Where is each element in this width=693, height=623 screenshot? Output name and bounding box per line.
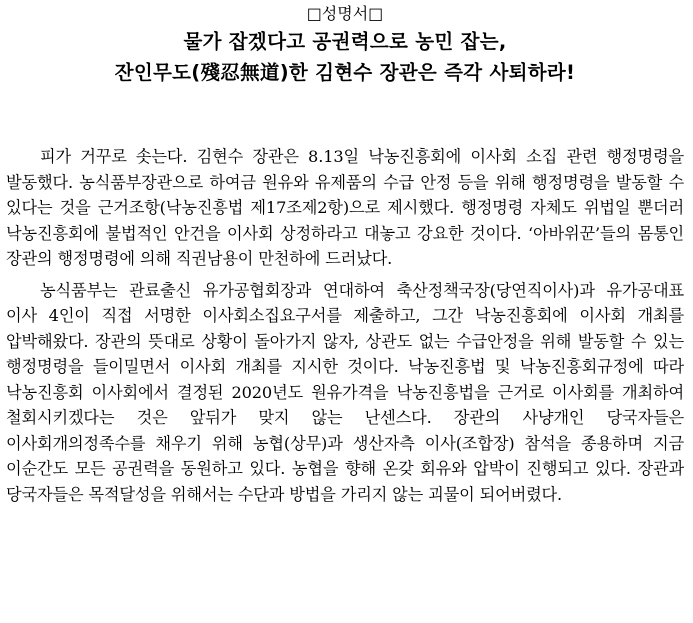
title-line-1: 물가 잡겠다고 공권력으로 농민 잡는, bbox=[183, 30, 507, 53]
document-type-label: □성명서□ bbox=[306, 4, 384, 23]
title-block bbox=[6, 26, 684, 88]
paragraph-2: 농식품부는 관료출신 유가공협회장과 연대하여 축산정책국장(당연직이사)과 유가공대표 이사 4인이 직접 서명한 이사회소집요구서를 제출하고, 그간 낙농진흥회에 이사회 개최를 압박해왔다. 장관의 뜻대로 상황이 돌아가지 않자, 상관도 없는 수급안정을 위해 발동할 수 있는 행정명령을 들이밀면서 이사회 개최를 지시한 것이다. 낙농진흥법 및 낙농진흥회규정에 따라 낙농진흥회 이사회에서 결정된 2020년도 원유가격을 낙농진흥법을 근거로 이사회를 개최하여 철회시키겠다는 것은 앞뒤가 맞지 않는 난센스다. 장관의 사냥개인 당국자들은 이사회개의정족수를 채우기 위해 농협(상무)과 생산자측 이사(조합장) 참석을 종용하며 지금 이순간도 모든 공권력을 동원하고 있다. 농협을 향해 온갖 회유와 압박이 진행되고 있다. 장관과 당국자들은 목적달성을 위해서는 수단과 방법을 가리지 않는 괴물이 되어버렸다. bbox=[6, 280, 684, 504]
title-line-2: 잔인무도(殘忍無道)한 김현수 장관은 즉각 사퇴하라! bbox=[114, 61, 576, 84]
statement-body bbox=[6, 144, 684, 507]
paragraph-1: 피가 거꾸로 솟는다. 김현수 장관은 8.13일 낙농진흥회에 이사회 소집 관련 행정명령을 발동했다. 농식품부장관으로 하여금 원유와 유제품의 수급 안정 등을 위해 행정명령을 발동할 수 있다는 것을 근거조항(낙농진흥법 제17조제2항)으로 제시했다. 행정명령 자체도 위법일 뿐더러 낙농진흥회에 불법적인 안건을 이사회 상정하라고 대놓고 강요한 것이다. ‘아바위꾼’들의 몸통인 장관의 행정명령에 의해 직권남용이 만천하에 드러났다. bbox=[6, 147, 684, 268]
